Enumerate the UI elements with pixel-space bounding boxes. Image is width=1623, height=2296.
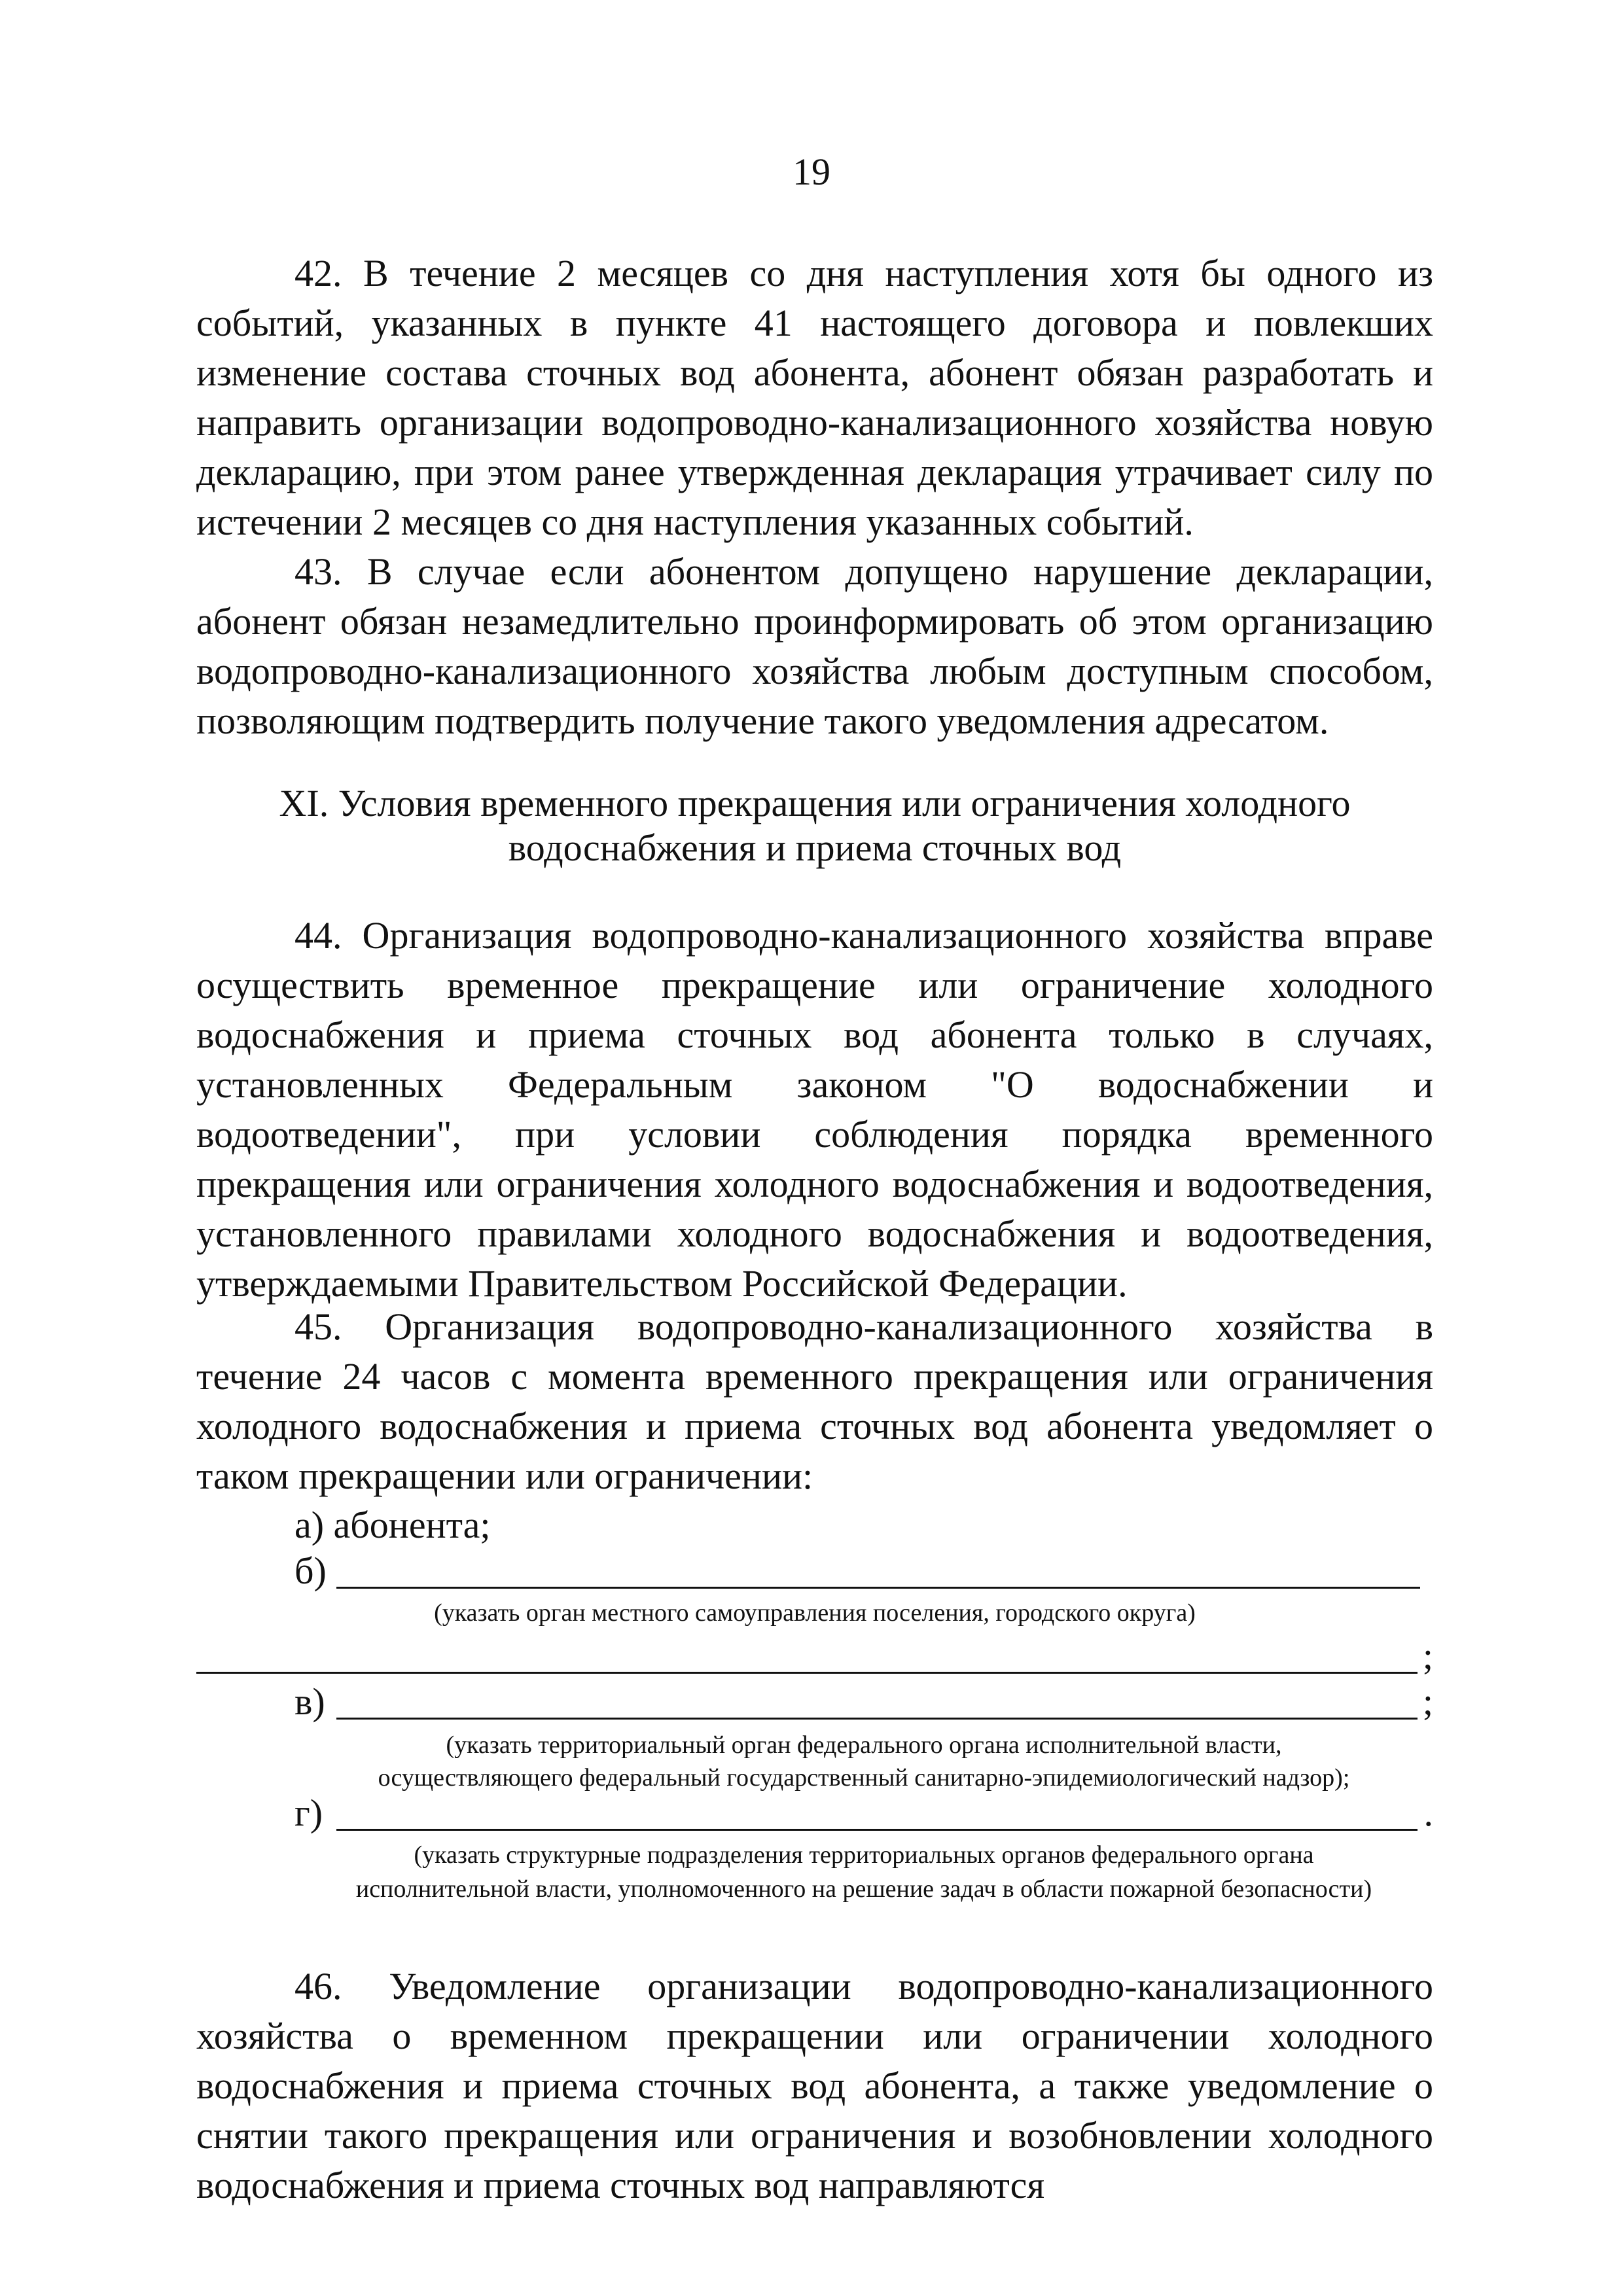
list-item-g-hint-line-1: (указать структурные подразделения территориальных органов федерального органа — [414, 1841, 1314, 1869]
paragraph-42: 42. В течение 2 месяцев со дня наступления хотя бы одного из событий, указанных в пункте 41 настоящего договора и повлекших изменение состава сточных вод абонента, абонент обязан разработать и направить организации водопроводно-канализационного хозяйства новую декларацию, при этом ранее утвержденная декларация утрачивает силу по истечении 2 месяцев со дня наступления указанных событий. — [196, 252, 1433, 543]
list-item-g-end: . — [1423, 1792, 1433, 1834]
list-item-g-blank-line — [336, 1829, 1418, 1831]
list-item-g-label: г) — [294, 1792, 323, 1834]
section-heading-line-2: водоснабжения и приема сточных вод — [508, 826, 1122, 869]
paragraph-46: 46. Уведомление организации водопроводно-канализационного хозяйства о временном прекращении или ограничении холодного водоснабжения и приема сточных вод абонента, а также уведомление о снятии такого прекращения или ограничения и возобновлении холодного водоснабжения и приема сточных вод направляются — [196, 1965, 1433, 2206]
list-item-v — [294, 1679, 1433, 1725]
list-item-b-continuation — [196, 1633, 1433, 1679]
paragraph-44: 44. Организация водопроводно-канализационного хозяйства вправе осуществить временное прекращение или ограничение холодного водоснабжения и приема сточных вод абонента только в случаях, установленных Федеральным законом "О водоснабжении и водоотведении", при условии соблюдения порядка временного прекращения или ограничения холодного водоснабжения и водоотведения, установленного правилами холодного водоснабжения и водоотведения, утверждаемыми Правительством Российской Федерации. — [196, 914, 1433, 1305]
list-item-b-blank-line-2 — [196, 1672, 1418, 1674]
list-item-v-hint-line-1: (указать территориальный орган федерального органа исполнительной власти, — [446, 1731, 1282, 1759]
list-item-v-hint-line-2: осуществляющего федеральный государственный санитарно-эпидемиологический надзор); — [378, 1764, 1350, 1792]
list-item-g-hint-line-2: исполнительной власти, уполномоченного на решение задач в области пожарной безопасности) — [355, 1875, 1372, 1903]
list-item-b-blank-line — [336, 1587, 1420, 1589]
list-item-a: а) абонента; — [294, 1504, 491, 1546]
paragraph-43: 43. В случае если абонентом допущено нарушение декларации, абонент обязан незамедлительно проинформировать об этом организацию водопроводно-канализационного хозяйства любым доступным способом, позволяющим подтвердить получение такого уведомления адресатом. — [196, 550, 1433, 742]
list-item-b-end: ; — [1422, 1634, 1433, 1677]
section-heading-line-1: XI. Условия временного прекращения или ограничения холодного — [279, 782, 1351, 824]
list-item-b-label: б) — [294, 1549, 327, 1592]
list-item-g — [294, 1790, 1433, 1836]
list-item-v-label: в) — [294, 1680, 325, 1723]
list-item-b-hint: (указать орган местного самоуправления поселения, городского округа) — [434, 1599, 1196, 1627]
list-item-b — [294, 1548, 1420, 1594]
paragraph-45: 45. Организация водопроводно-канализационного хозяйства в течение 24 часов с момента временного прекращения или ограничения холодного водоснабжения и приема сточных вод абонента уведомляет о таком прекращении или ограничении: — [196, 1305, 1433, 1497]
list-item-v-end: ; — [1422, 1680, 1433, 1723]
list-item-v-blank-line — [336, 1718, 1418, 1720]
page-number: 19 — [793, 150, 830, 193]
